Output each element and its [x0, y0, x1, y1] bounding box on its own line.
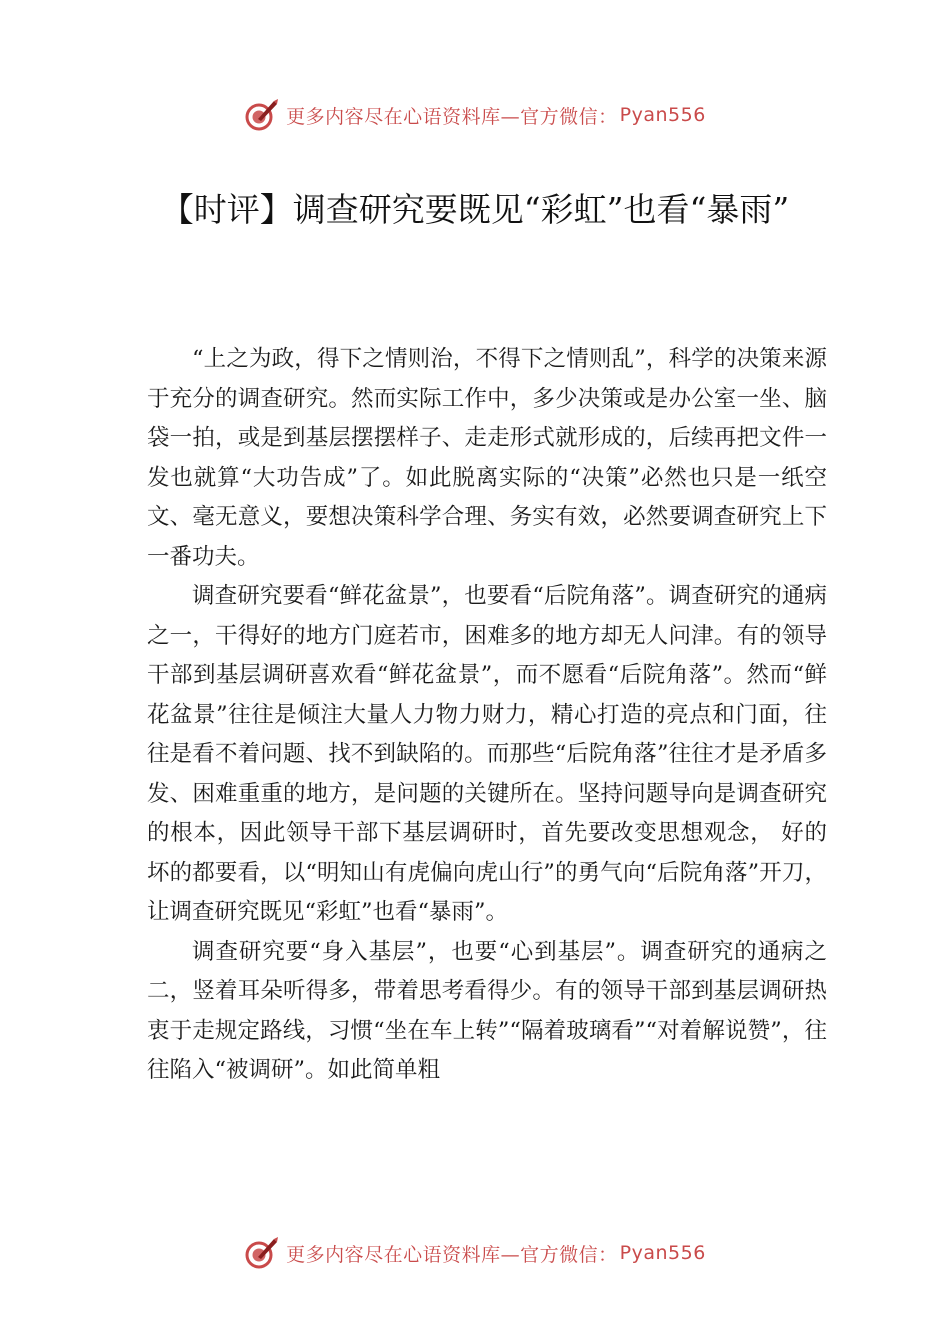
header-watermark	[0, 95, 950, 135]
quill-logo-icon	[244, 97, 280, 133]
paragraph: 调查研究要看“鲜花盆景”，也要看“后院角落”。调查研究的通病之一，干得好的地方门庭若市，困难多的地方却无人问津。有的领导干部到基层调研喜欢看“鲜花盆景”，而不愿看“后院角落”。然而“鲜花盆景”往往是倾注大量人力物力财力，精心打造的亮点和门面，往往是看不着问题、找不到缺陷的。而那些“后院角落”往往才是矛盾多发、困难重重的地方，是问题的关键所在。坚持问题导向是调查研究的根本，因此领导干部下基层调研时，首先要改变思想观念， 好的坏的都要看，以“明知山有虎偏向虎山行”的勇气向“后院角落”开刀，让调查研究既见“彩虹”也看“暴雨”。	[147, 583, 827, 925]
paragraph: “上之为政，得下之情则治，不得下之情则乱”，科学的决策来源于充分的调查研究。然而实际工作中，多少决策或是办公室一坐、脑袋一拍，或是到基层摆摆样子、走走形式就形成的，后续再把文件一发也就算“大功告成”了。如此脱离实际的“决策”必然也只是一纸空文、毫无意义，要想决策科学合理、务实有效，必然要调查研究上下一番功夫。	[147, 346, 827, 570]
document-body	[147, 340, 827, 1091]
watermark-wechat-id: Pyan556	[619, 1242, 706, 1264]
footer-watermark	[0, 1233, 950, 1273]
quill-logo-icon	[244, 1235, 280, 1271]
document-title: 【时评】调查研究要既见“彩虹”也看“暴雨”	[160, 190, 790, 229]
watermark-wechat-id: Pyan556	[619, 104, 706, 126]
watermark-text: 更多内容尽在心语资料库—官方微信：	[286, 1243, 618, 1266]
watermark-text: 更多内容尽在心语资料库—官方微信：	[286, 105, 618, 128]
paragraph: 调查研究要“身入基层”，也要“心到基层”。调查研究的通病之二，竖着耳朵听得多，带着思考看得少。有的领导干部到基层调研热衷于走规定路线，习惯“坐在车上转”“隔着玻璃看”“对着解说赞”，往往陷入“被调研”。如此简单粗	[147, 938, 827, 1083]
